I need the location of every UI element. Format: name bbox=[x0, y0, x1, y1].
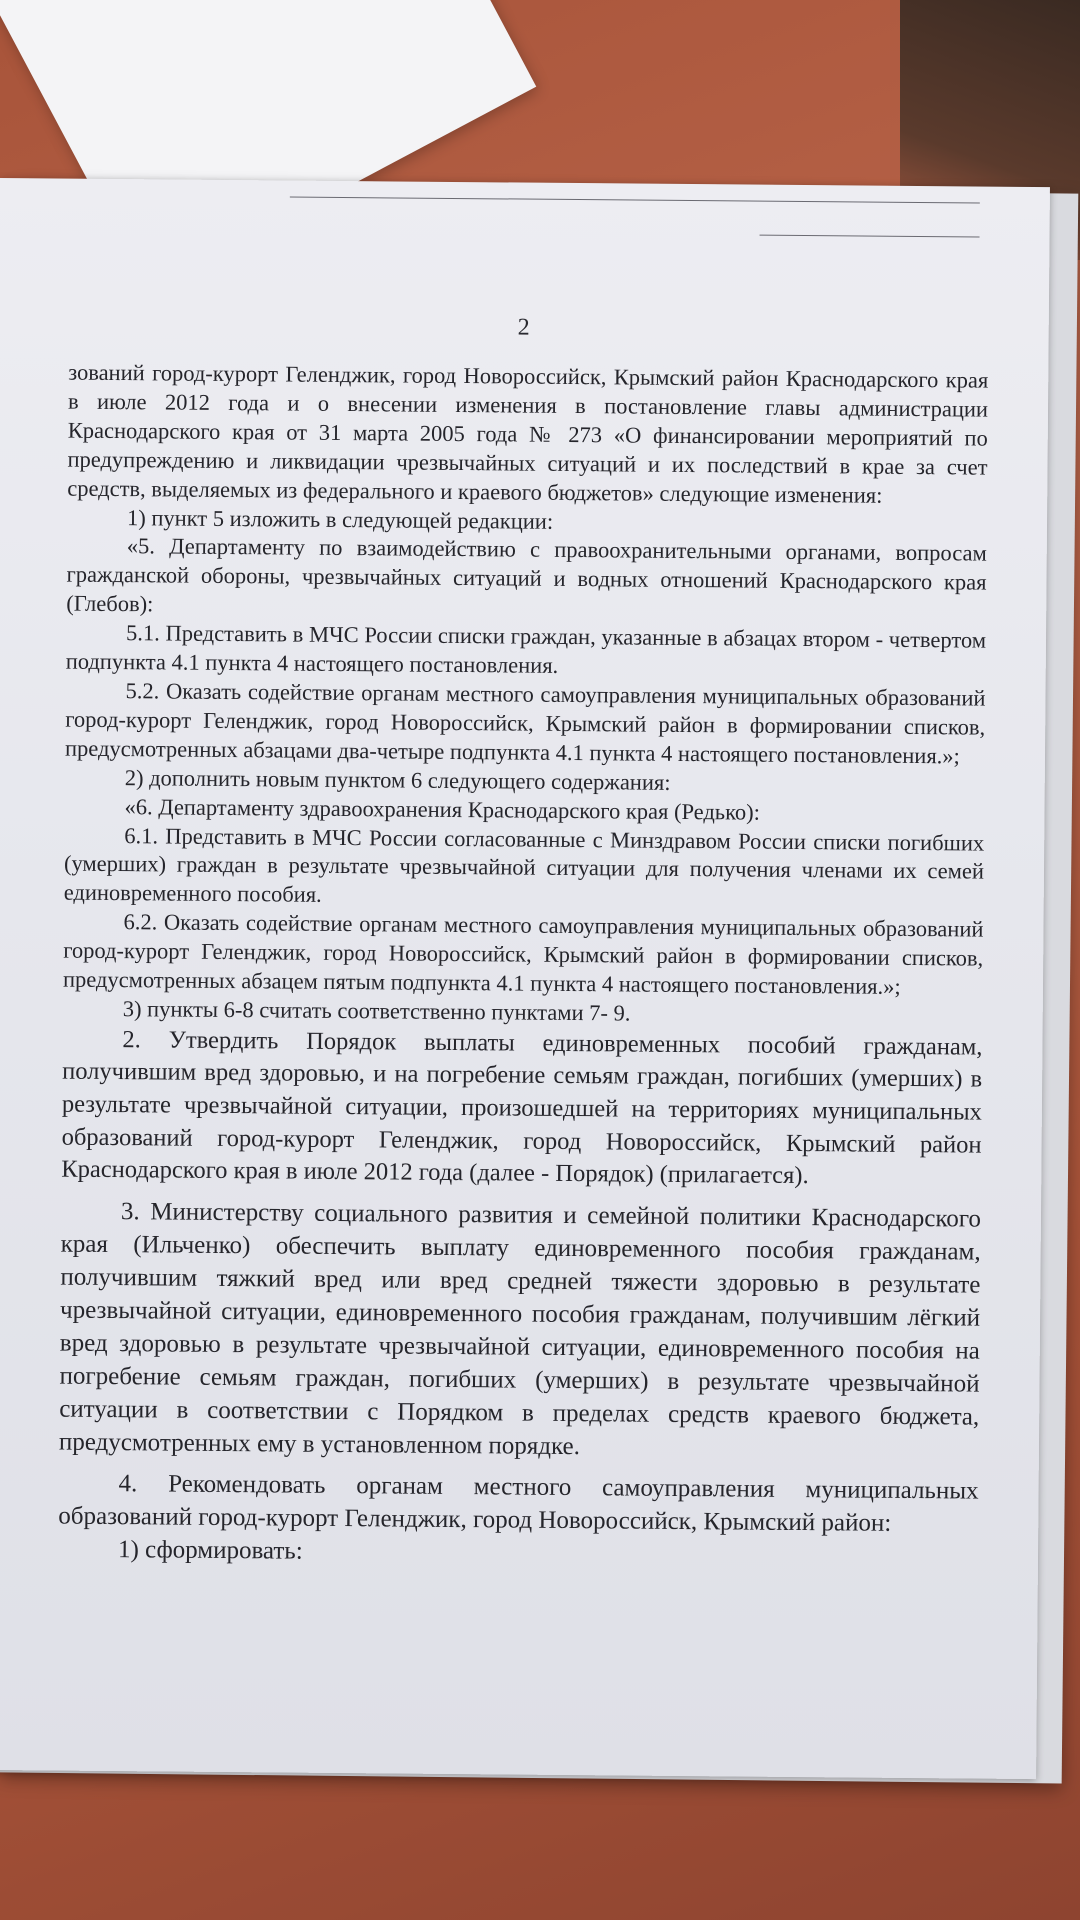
paragraph: 1) пункт 5 изложить в следующей редакции: bbox=[126, 504, 554, 534]
paragraph: 3) пункты 6-8 считать соответственно пунктами 7- 9. bbox=[122, 996, 631, 1026]
paragraph: 5.2. Оказать содействие органам местного самоуправления муниципальных образований город-курорт Геленджик, город Новороссийск, Крымский район в формировании списков, предусмотренных абзацами два-четыре подпункта 4.1 пункта 4 настоящего постановления.»; bbox=[64, 678, 986, 769]
paragraph: 1) сформировать: bbox=[117, 1535, 303, 1565]
document-body bbox=[58, 359, 988, 1574]
document-page bbox=[0, 178, 1050, 1779]
paragraph: 2. Утвердить Порядок выплаты единовременных пособий гражданам, получившим вред здоровью, и на погребение семьям граждан, погибших (умерших) в результате чрезвычайной ситуации, произошедшей на территориях муниципальных образований город-курорт Геленджик, город Новороссийск, Крымский район Краснодарского края в июле 2012 года (далее - Порядок) (прилагается). bbox=[61, 1025, 983, 1190]
paragraph: 6.1. Представить в МЧС России согласованные с Минздравом России списки погибших (умерших) граждан в результате чрезвычайной ситуации для получения членами их семей единовременного пособия. bbox=[63, 822, 985, 908]
header-rule-long bbox=[290, 197, 980, 204]
paragraph: 3. Министерству социального развития и семейной политики Краснодарского края (Ильченко) обеспечить выплату единовременного пособия гражданам, получившим тяжкий вред или вред средней тяжести здоровью в результате чрезвычайной ситуации, единовременного пособия гражданам, получившим лёгкий вред здоровью в результате чрезвычайной ситуации, единовременного пособия на погребение семьям граждан, погибших (умерших) в результате чрезвычайной ситуации в соответствии с Порядком в пределах средств краевого бюджета, предусмотренных ему в установленном порядке. bbox=[58, 1197, 982, 1460]
paragraph: зований город-курорт Геленджик, город Новороссийск, Крымский район Краснодарского края в июле 2012 года и о внесении изменения в постановление главы администрации Краснодарского края от 31 марта 2005 года № 273 «О финансировании мероприятий по предупреждению и ликвидации чрезвычайных ситуаций и их последствий в крае за счет средств, выделяемых из федерального и краевого бюджетов» следующие изменения: bbox=[67, 359, 989, 508]
page-number: 2 bbox=[517, 314, 530, 341]
paragraph: 4. Рекомендовать органам местного самоуправления муниципальных образований город-курорт Геленджик, город Новороссийск, Крымский район: bbox=[58, 1469, 979, 1537]
header-rule-short bbox=[760, 235, 980, 238]
paragraph: «5. Департаменту по взаимодействию с правоохранительными органами, вопросам гражданской обороны, чрезвычайных ситуаций и водных отношений Краснодарского края (Глебов): bbox=[66, 533, 987, 617]
paragraph: 5.1. Представить в МЧС России списки граждан, указанные в абзацах втором - четвертом подпункта 4.1 пункта 4 настоящего постановления. bbox=[65, 620, 987, 678]
paragraph: 6.2. Оказать содействие органам местного самоуправления муниципальных образований город-курорт Геленджик, город Новороссийск, Крымский район в формировании списков, предусмотренных абзацем пятым подпункта 4.1 пункта 4 настоящего постановления.»; bbox=[62, 909, 984, 999]
paragraph: 2) дополнить новым пунктом 6 следующего содержания: bbox=[124, 764, 671, 795]
paragraph: «6. Департаменту здравоохранения Краснодарского края (Редько): bbox=[124, 793, 761, 825]
